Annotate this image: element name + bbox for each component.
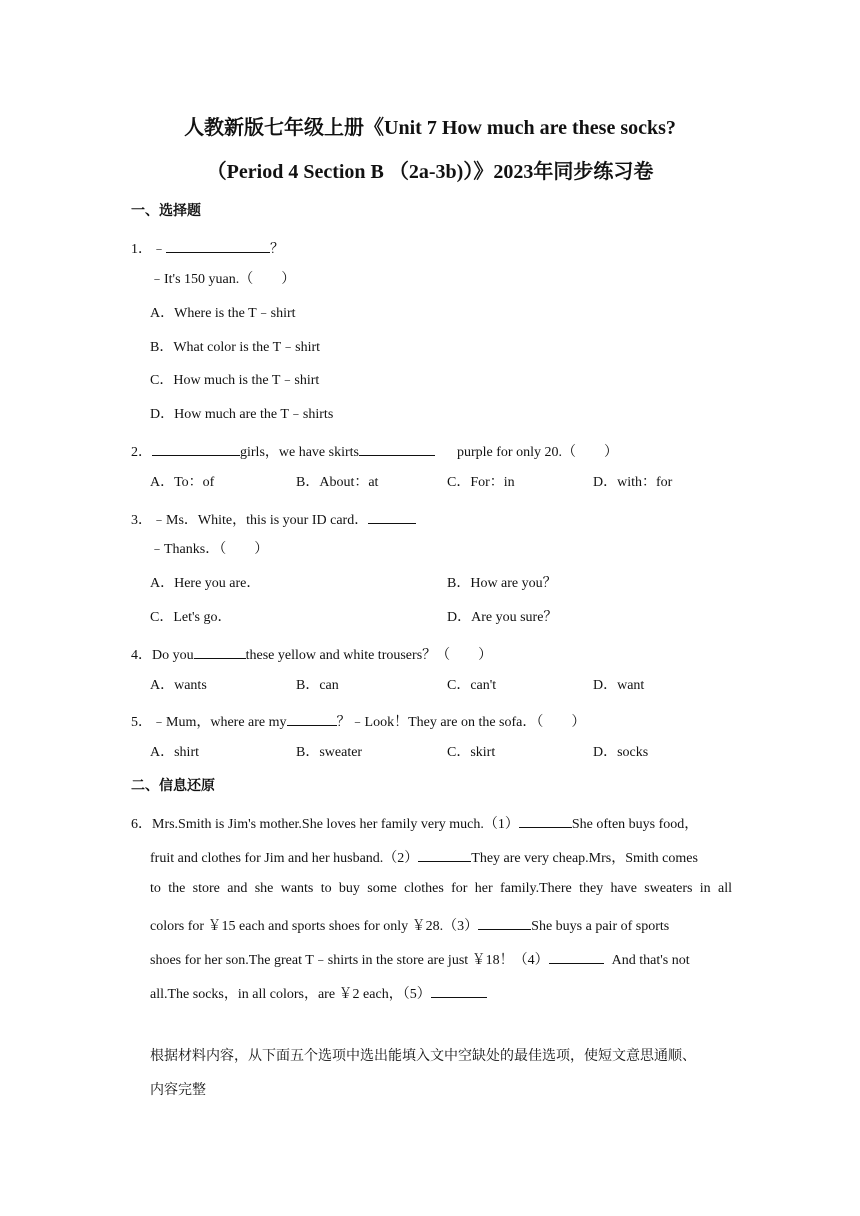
question-number: 4．: [131, 648, 152, 663]
document-title-line-2: （Period 4 Section B （2a-3b)）》2023年同步练习卷: [206, 161, 654, 183]
passage-text: She buys a pair of sports: [531, 919, 670, 934]
option-b[interactable]: B．sweater: [296, 745, 363, 760]
document-title-line-1: 人教新版七年级上册《Unit 7 How much are these socks?: [184, 117, 676, 139]
option-d[interactable]: D．How much are the T﹣shirts: [150, 407, 334, 422]
option-b[interactable]: B．can: [296, 678, 339, 693]
option-d[interactable]: D．want: [593, 678, 645, 693]
option-b[interactable]: B．About：at: [296, 475, 379, 490]
option-b[interactable]: B．What color is the T﹣shirt: [150, 340, 321, 355]
passage-text: shoes for her son.The great T﹣shirts in the store are just ￥18！（4）: [150, 953, 549, 968]
option-a[interactable]: A．Here you are．: [150, 576, 261, 591]
answer-blank[interactable]: [166, 237, 270, 253]
passage-text: And that's not: [611, 953, 690, 968]
answer-blank[interactable]: [152, 440, 240, 456]
passage-line-2: [150, 846, 732, 868]
passage-line-4: [150, 914, 732, 936]
question-number: 3．: [131, 513, 152, 528]
question-6-line-1: [131, 812, 698, 834]
passage-text: colors for ￥15 each and sports shoes for only ￥28.（3）: [150, 919, 479, 934]
question-text: ？: [270, 242, 284, 257]
passage-blank-2[interactable]: [418, 846, 471, 862]
question-2: [131, 440, 618, 462]
section-heading-info-restore: 二、信息还原: [131, 779, 215, 794]
passage-text: fruit and clothes for Jim and her husband.（2）: [150, 851, 419, 866]
option-a[interactable]: A．shirt: [150, 745, 199, 760]
question-text: ？﹣Look！They are on the sofa．（ ）: [336, 715, 586, 730]
answer-blank[interactable]: [359, 440, 435, 456]
question-number: 5．: [131, 715, 152, 730]
question-text: girls，we have skirts: [240, 445, 359, 460]
option-b[interactable]: B．How are you？: [447, 576, 557, 591]
option-c[interactable]: C．skirt: [447, 745, 496, 760]
passage-text: She often buys food，: [571, 817, 699, 832]
passage-text: all.The socks，in all colors，are ￥2 each，（5）: [150, 987, 431, 1002]
option-c[interactable]: C．can't: [447, 678, 497, 693]
passage-blank-5[interactable]: [431, 982, 487, 998]
passage-blank-3[interactable]: [478, 914, 531, 930]
passage-line-3: to the store and she wants to buy some clothes for her family.There they have sweaters in all: [150, 881, 732, 896]
question-text: Do you: [152, 648, 194, 663]
passage-line-6: [150, 982, 732, 1004]
question-5: [131, 710, 585, 732]
section-heading-choice: 一、选择题: [131, 204, 201, 219]
option-a[interactable]: A．wants: [150, 678, 207, 693]
option-c[interactable]: C．For：in: [447, 475, 515, 490]
question-number: 6．: [131, 817, 152, 832]
option-c[interactable]: C．How much is the T﹣shirt: [150, 373, 320, 388]
question-number: 2．: [131, 445, 152, 460]
question-text: ﹣Ms．White，this is your ID card．: [152, 513, 369, 528]
question-text: ﹣Mum，where are my: [152, 715, 287, 730]
option-d[interactable]: D．Are you sure？: [447, 610, 558, 625]
passage-text: Mrs.Smith is Jim's mother.She loves her family very much.（1）: [152, 817, 519, 832]
option-a[interactable]: A．To：of: [150, 475, 215, 490]
answer-blank[interactable]: [368, 508, 416, 524]
option-d[interactable]: D．with：for: [593, 475, 673, 490]
question-number: 1．: [131, 242, 152, 257]
question-text: these yellow and white trousers？（ ）: [245, 648, 493, 663]
question-3: [131, 508, 416, 530]
option-d[interactable]: D．socks: [593, 745, 649, 760]
option-c[interactable]: C．Let's go．: [150, 610, 232, 625]
question-text: ﹣: [152, 242, 166, 257]
passage-line-5: [150, 948, 732, 970]
answer-blank[interactable]: [194, 643, 246, 659]
question-1: [131, 237, 284, 259]
instruction-line-2: 内容完整: [150, 1083, 206, 1098]
question-text: purple for only 20.（ ）: [456, 445, 618, 460]
answer-blank[interactable]: [287, 710, 337, 726]
question-1-answer: ﹣It's 150 yuan.（ ）: [150, 272, 296, 287]
question-3-reply: ﹣Thanks．（ ）: [150, 542, 269, 557]
passage-blank-1[interactable]: [519, 812, 572, 828]
passage-blank-4[interactable]: [549, 948, 604, 964]
option-a[interactable]: A．Where is the T﹣shirt: [150, 306, 296, 321]
question-4: [131, 643, 492, 665]
instruction-line-1: 根据材料内容，从下面五个选项中选出能填入文中空缺处的最佳选项，使短文意思通顺、: [150, 1049, 696, 1064]
passage-text: They are very cheap.Mrs，Smith comes: [471, 851, 698, 866]
